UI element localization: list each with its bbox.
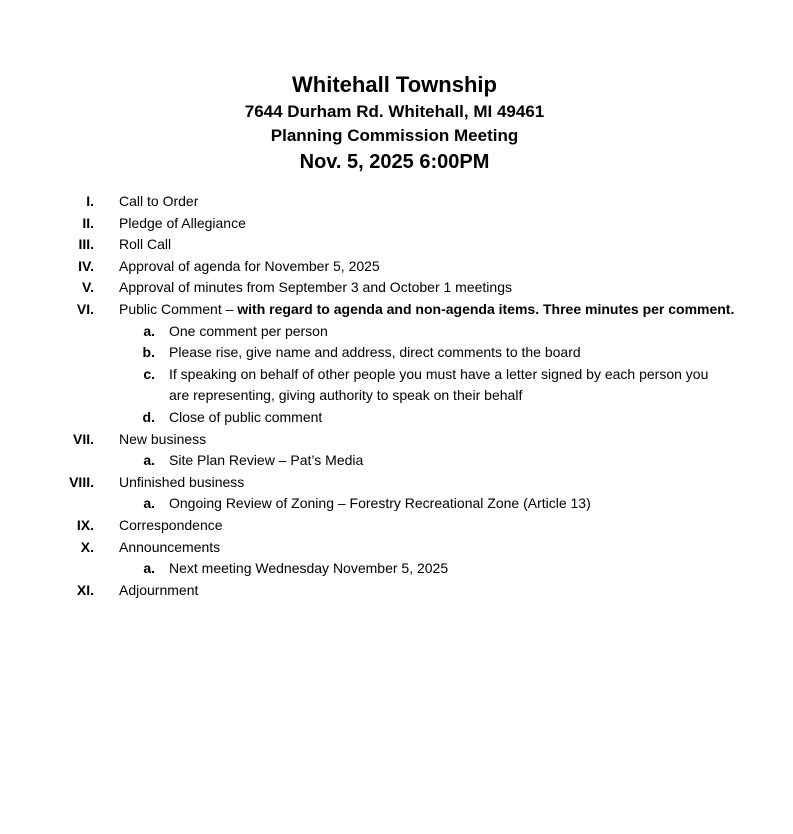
subitem-speaking-on-behalf-continued [0,385,793,407]
item-number: XI. [76,581,94,598]
item-number: IV. [78,257,94,274]
subitem-text: Close of public comment [169,408,323,425]
agenda-item-new-business [0,429,793,451]
agenda-item-public-comment [0,299,793,321]
item-number: VI. [76,300,94,317]
agenda-list [0,191,793,601]
agenda-item-unfinished-business [0,472,793,494]
subitem-letter: a. [143,452,155,469]
item-text: Unfinished business [119,473,245,490]
item-text: Approval of agenda for November 5, 2025 [119,257,380,274]
item-text: Pledge of Allegiance [119,214,246,231]
item-number: II. [82,214,94,231]
township-title: Whitehall Township [292,72,497,97]
subitem-one-comment [0,321,793,343]
township-address: 7644 Durham Rd. Whitehall, MI 49461 [244,102,545,121]
subitem-text: One comment per person [169,322,328,339]
document-header [0,70,789,176]
item-text: Announcements [119,538,221,555]
subitem-text: Ongoing Review of Zoning – Forestry Recreational Zone (Article 13) [169,495,591,512]
subitem-text: If speaking on behalf of other people you must have a letter signed by each person you [169,365,709,382]
item-text: New business [119,430,207,447]
subitem-next-meeting [0,558,793,580]
subitem-text: Next meeting Wednesday November 5, 2025 [169,560,449,577]
subitem-please-rise [0,342,793,364]
agenda-item-correspondence [0,515,793,537]
subitem-zoning-review [0,493,793,515]
agenda-item-adjournment [0,580,793,602]
item-text-bold: with regard to agenda and non-agenda items. Three minutes per comment. [237,300,735,317]
subitem-letter: d. [142,408,155,425]
subitem-text-continued: are representing, giving authority to speak on their behalf [169,387,523,404]
subitem-letter: a. [143,495,155,512]
item-text: Roll Call [119,236,172,253]
subitem-letter: a. [143,322,155,339]
subitem-text: Site Plan Review – Pat’s Media [169,452,364,469]
item-number: IX. [76,516,94,533]
agenda-item-call-to-order [0,191,793,213]
subitem-letter: a. [143,560,155,577]
subitem-speaking-on-behalf [0,364,793,386]
subitem-text: Please rise, give name and address, direct comments to the board [169,344,581,361]
item-text: Approval of minutes from September 3 and October 1 meetings [119,279,512,296]
item-text: Adjournment [119,581,199,598]
item-number: VII. [72,430,94,447]
item-text [119,299,734,321]
item-text: Correspondence [119,516,223,533]
item-number: X. [80,538,94,555]
item-number: V. [82,279,94,296]
subitem-close-public-comment [0,407,793,429]
agenda-item-approval-agenda [0,256,793,278]
agenda-item-pledge [0,213,793,235]
item-text-plain: Public Comment – [119,300,238,317]
meeting-name: Planning Commission Meeting [270,126,519,145]
agenda-item-approval-minutes [0,277,793,299]
item-number: I. [86,193,94,209]
subitem-letter: c. [143,365,155,382]
item-number: VIII. [69,473,94,490]
item-number: III. [78,236,94,253]
subitem-site-plan-review [0,450,793,472]
item-text: Call to Order [119,193,199,209]
meeting-date: Nov. 5, 2025 6:00PM [299,151,490,173]
agenda-item-announcements [0,537,793,559]
subitem-letter: b. [142,344,155,361]
agenda-item-roll-call [0,234,793,256]
